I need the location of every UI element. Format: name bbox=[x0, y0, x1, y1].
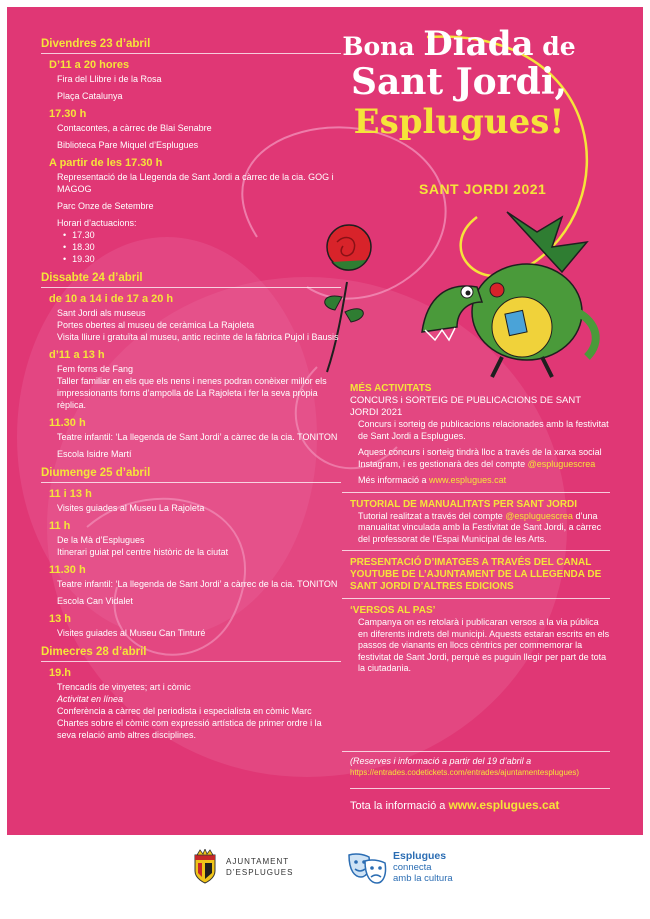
list-item: • 19.30 bbox=[63, 253, 341, 265]
more-activities-heading: MÉS ACTIVITATS bbox=[350, 383, 432, 394]
event-title: Teatre infantil: ‘La llegenda de Sant Jordi’ a càrrec de la cia. TONITON bbox=[57, 432, 338, 442]
title-line-2: Sant Jordi, bbox=[350, 61, 568, 103]
event-title: Trencadís de vinyetes; art i còmic bbox=[57, 682, 191, 692]
list-item: • 17.30 bbox=[63, 229, 341, 241]
tutorial-description bbox=[358, 511, 610, 546]
poster-title bbox=[319, 24, 599, 142]
presentation-section bbox=[342, 557, 610, 599]
website-link[interactable]: www.esplugues.cat bbox=[448, 798, 560, 812]
tutorial-heading: TUTORIAL DE MANUALITATS PER SANT JORDI bbox=[350, 498, 578, 510]
tutorial-text-b: d’una manualitat vinculada amb la Festivitat de Sant Jordi, a càrrec del professorat de l’Espai Municipal de les Arts. bbox=[358, 510, 602, 544]
culture-line-3: amb la cultura bbox=[393, 872, 453, 884]
title-word-diada: Diada bbox=[423, 24, 534, 64]
event-title: Contacontes, a càrrec de Blai Senabre bbox=[57, 123, 212, 133]
event-contacontes bbox=[41, 108, 341, 151]
event-museus bbox=[41, 293, 341, 343]
instagram-handle-link[interactable]: @espluguescrea bbox=[505, 510, 573, 521]
event-time: 11.30 h bbox=[49, 417, 86, 429]
more-activities bbox=[342, 383, 610, 686]
event-teatre-sun bbox=[41, 564, 341, 607]
event-time: A partir de les 17.30 h bbox=[49, 157, 163, 169]
event-visites-rajoleta bbox=[41, 488, 341, 514]
event-visites-tinture bbox=[41, 613, 341, 639]
event-forns-fang bbox=[41, 349, 341, 411]
event-representacio bbox=[41, 157, 341, 265]
title-word-bona: Bona bbox=[342, 32, 415, 61]
event-place: Biblioteca Pare Miquel d’Esplugues bbox=[57, 140, 199, 150]
event-title: Visites guiades al Museu Can Tinturé bbox=[57, 628, 206, 638]
event-time: D’11 a 20 hores bbox=[49, 59, 130, 71]
event-time: d’11 a 13 h bbox=[49, 349, 105, 361]
event-time: 11 i 13 h bbox=[49, 488, 92, 500]
schedule-column bbox=[41, 37, 341, 747]
verses-description: Campanya on es retolarà i publicaran versos a la via pública en diferents indrets del municipi. Aquests estaran escrits en els passos de vianants en llocs cèntrics per commemorar la festivitat de Sant Jordi, perquè es puguin llegir per part de tota la ciutadania. bbox=[358, 617, 610, 673]
event-title: Visites guiades al Museu La Rajoleta bbox=[57, 503, 205, 513]
coat-of-arms-icon bbox=[192, 849, 218, 885]
event-place: Escola Can Vidalet bbox=[57, 596, 133, 606]
event-time: 11.30 h bbox=[49, 564, 86, 576]
website-link[interactable]: www.esplugues.cat bbox=[429, 475, 507, 485]
title-line-1 bbox=[319, 24, 599, 64]
event-ma-esplugues bbox=[41, 520, 341, 558]
event-place: Plaça Catalunya bbox=[57, 91, 123, 101]
reservations-link[interactable]: https://entrades.codetickets.com/entrades/ajuntamentesplugues) bbox=[350, 768, 580, 777]
ajuntament-name bbox=[226, 856, 293, 878]
event-title: De la Mà d’Esplugues bbox=[57, 535, 145, 545]
event-time: 13 h bbox=[49, 613, 72, 625]
poster bbox=[7, 7, 643, 835]
more-info-label: Més informació a bbox=[358, 475, 427, 485]
event-time: 19.h bbox=[49, 667, 72, 679]
tutorial-text-a: Tutorial realitzat a través del compte bbox=[358, 510, 503, 521]
list-item: • 18.30 bbox=[63, 241, 341, 253]
presentation-heading: PRESENTACIÓ D’IMATGES A TRAVÉS DEL CANAL YOUTUBE DE L’AJUNTAMENT DE LA LLEGENDA DE SANT JORDI D’ALTRES EDICIONS bbox=[350, 557, 602, 592]
event-place: Parc Onze de Setembre bbox=[57, 201, 154, 211]
all-info-line bbox=[350, 788, 610, 813]
instagram-handle-link[interactable]: @espluguescrea bbox=[527, 458, 596, 469]
event-hours-list bbox=[63, 229, 341, 265]
event-title: Sant Jordi als museus bbox=[57, 308, 146, 318]
event-description: Itinerari guiat pel centre històric de la ciutat bbox=[57, 547, 229, 557]
contest-description: Concurs i sorteig de publicacions relacionades amb la festivitat de Sant Jordi a Esplugues. bbox=[358, 419, 609, 441]
ajuntament-line-2: D’ESPLUGUES bbox=[226, 868, 294, 877]
culture-text bbox=[393, 851, 453, 884]
event-time: 17.30 h bbox=[49, 108, 87, 120]
contest-title: CONCURS i SORTEIG DE PUBLICACIONS DE SANT JORDI 2021 bbox=[350, 395, 581, 418]
event-hours-label: Horari d’actuacions: bbox=[57, 218, 137, 228]
all-info-label: Tota la informació a bbox=[350, 800, 446, 812]
title-word-de: de bbox=[542, 32, 576, 61]
subtitle: SANT JORDI 2021 bbox=[419, 181, 547, 197]
day-heading-saturday: Dissabte 24 d’abril bbox=[41, 271, 341, 288]
tutorial-section bbox=[342, 499, 610, 552]
contest-section bbox=[342, 383, 610, 493]
event-title: Representació de la Llegenda de Sant Jordi a càrrec de la cia. GOG i MAGOG bbox=[57, 172, 334, 194]
event-description: Conferència a càrrec del periodista i especialista en còmic Marc Chartes sobre el còmic com expressió artística de primer ordre i la seva relació amb altres disciplines. bbox=[57, 706, 322, 740]
title-line-3: Esplugues! bbox=[353, 102, 565, 142]
day-heading-friday: Divendres 23 d’abril bbox=[41, 37, 341, 54]
event-description: Portes obertes al museu de ceràmica La Rajoleta bbox=[57, 320, 255, 330]
ajuntament-line-1: AJUNTAMENT bbox=[226, 857, 290, 866]
footer bbox=[0, 835, 650, 919]
day-heading-wednesday: Dimecres 28 d’abril bbox=[41, 645, 341, 662]
day-heading-sunday: Diumenge 25 d’abril bbox=[41, 466, 341, 483]
verses-section bbox=[342, 605, 610, 680]
verses-heading: ‘VERSOS AL PAS’ bbox=[350, 605, 436, 616]
culture-line-1: Esplugues bbox=[393, 849, 447, 862]
event-place: Escola Isidre Martí bbox=[57, 449, 132, 459]
event-title: Fem forns de Fang bbox=[57, 364, 134, 374]
dragon-illustration bbox=[307, 202, 607, 382]
event-trencadis bbox=[41, 667, 341, 741]
culture-line-2: connecta bbox=[393, 861, 432, 873]
event-description: Visita lliure i gratuïta al museu, antic recinte de la fàbrica Pujol i Bausis bbox=[57, 332, 339, 342]
event-description: Taller familiar en els que els nens i nenes podran conèixer millor els impressionants forns d’ampolla de La Rajoleta i fer la seva pròpia rèplica. bbox=[57, 376, 327, 410]
event-time: 11 h bbox=[49, 520, 71, 532]
contest-instagram-text: Aquest concurs i sorteig tindrà lloc a través de la xarxa social Instagram, i es gestionarà des del compte bbox=[358, 447, 602, 469]
event-teatre-sat bbox=[41, 417, 341, 460]
ajuntament-logo bbox=[192, 849, 293, 885]
theatre-masks-icon bbox=[345, 849, 389, 885]
event-fira-llibre bbox=[41, 59, 341, 102]
event-title: Fira del Llibre i de la Rosa bbox=[57, 74, 162, 84]
reservations-box bbox=[342, 751, 610, 813]
culture-logo bbox=[345, 849, 453, 885]
event-mode: Activitat en línea bbox=[57, 694, 124, 704]
contest-more-info bbox=[358, 475, 610, 487]
reservations-note: (Reserves i informació a partir del 19 d’abril a bbox=[350, 756, 532, 766]
dragon-figure bbox=[422, 212, 596, 377]
event-time: de 10 a 14 i de 17 a 20 h bbox=[49, 293, 174, 305]
contest-instagram bbox=[358, 447, 610, 470]
event-title: Teatre infantil: ‘La llegenda de Sant Jordi’ a càrrec de la cia. TONITON bbox=[57, 579, 338, 589]
